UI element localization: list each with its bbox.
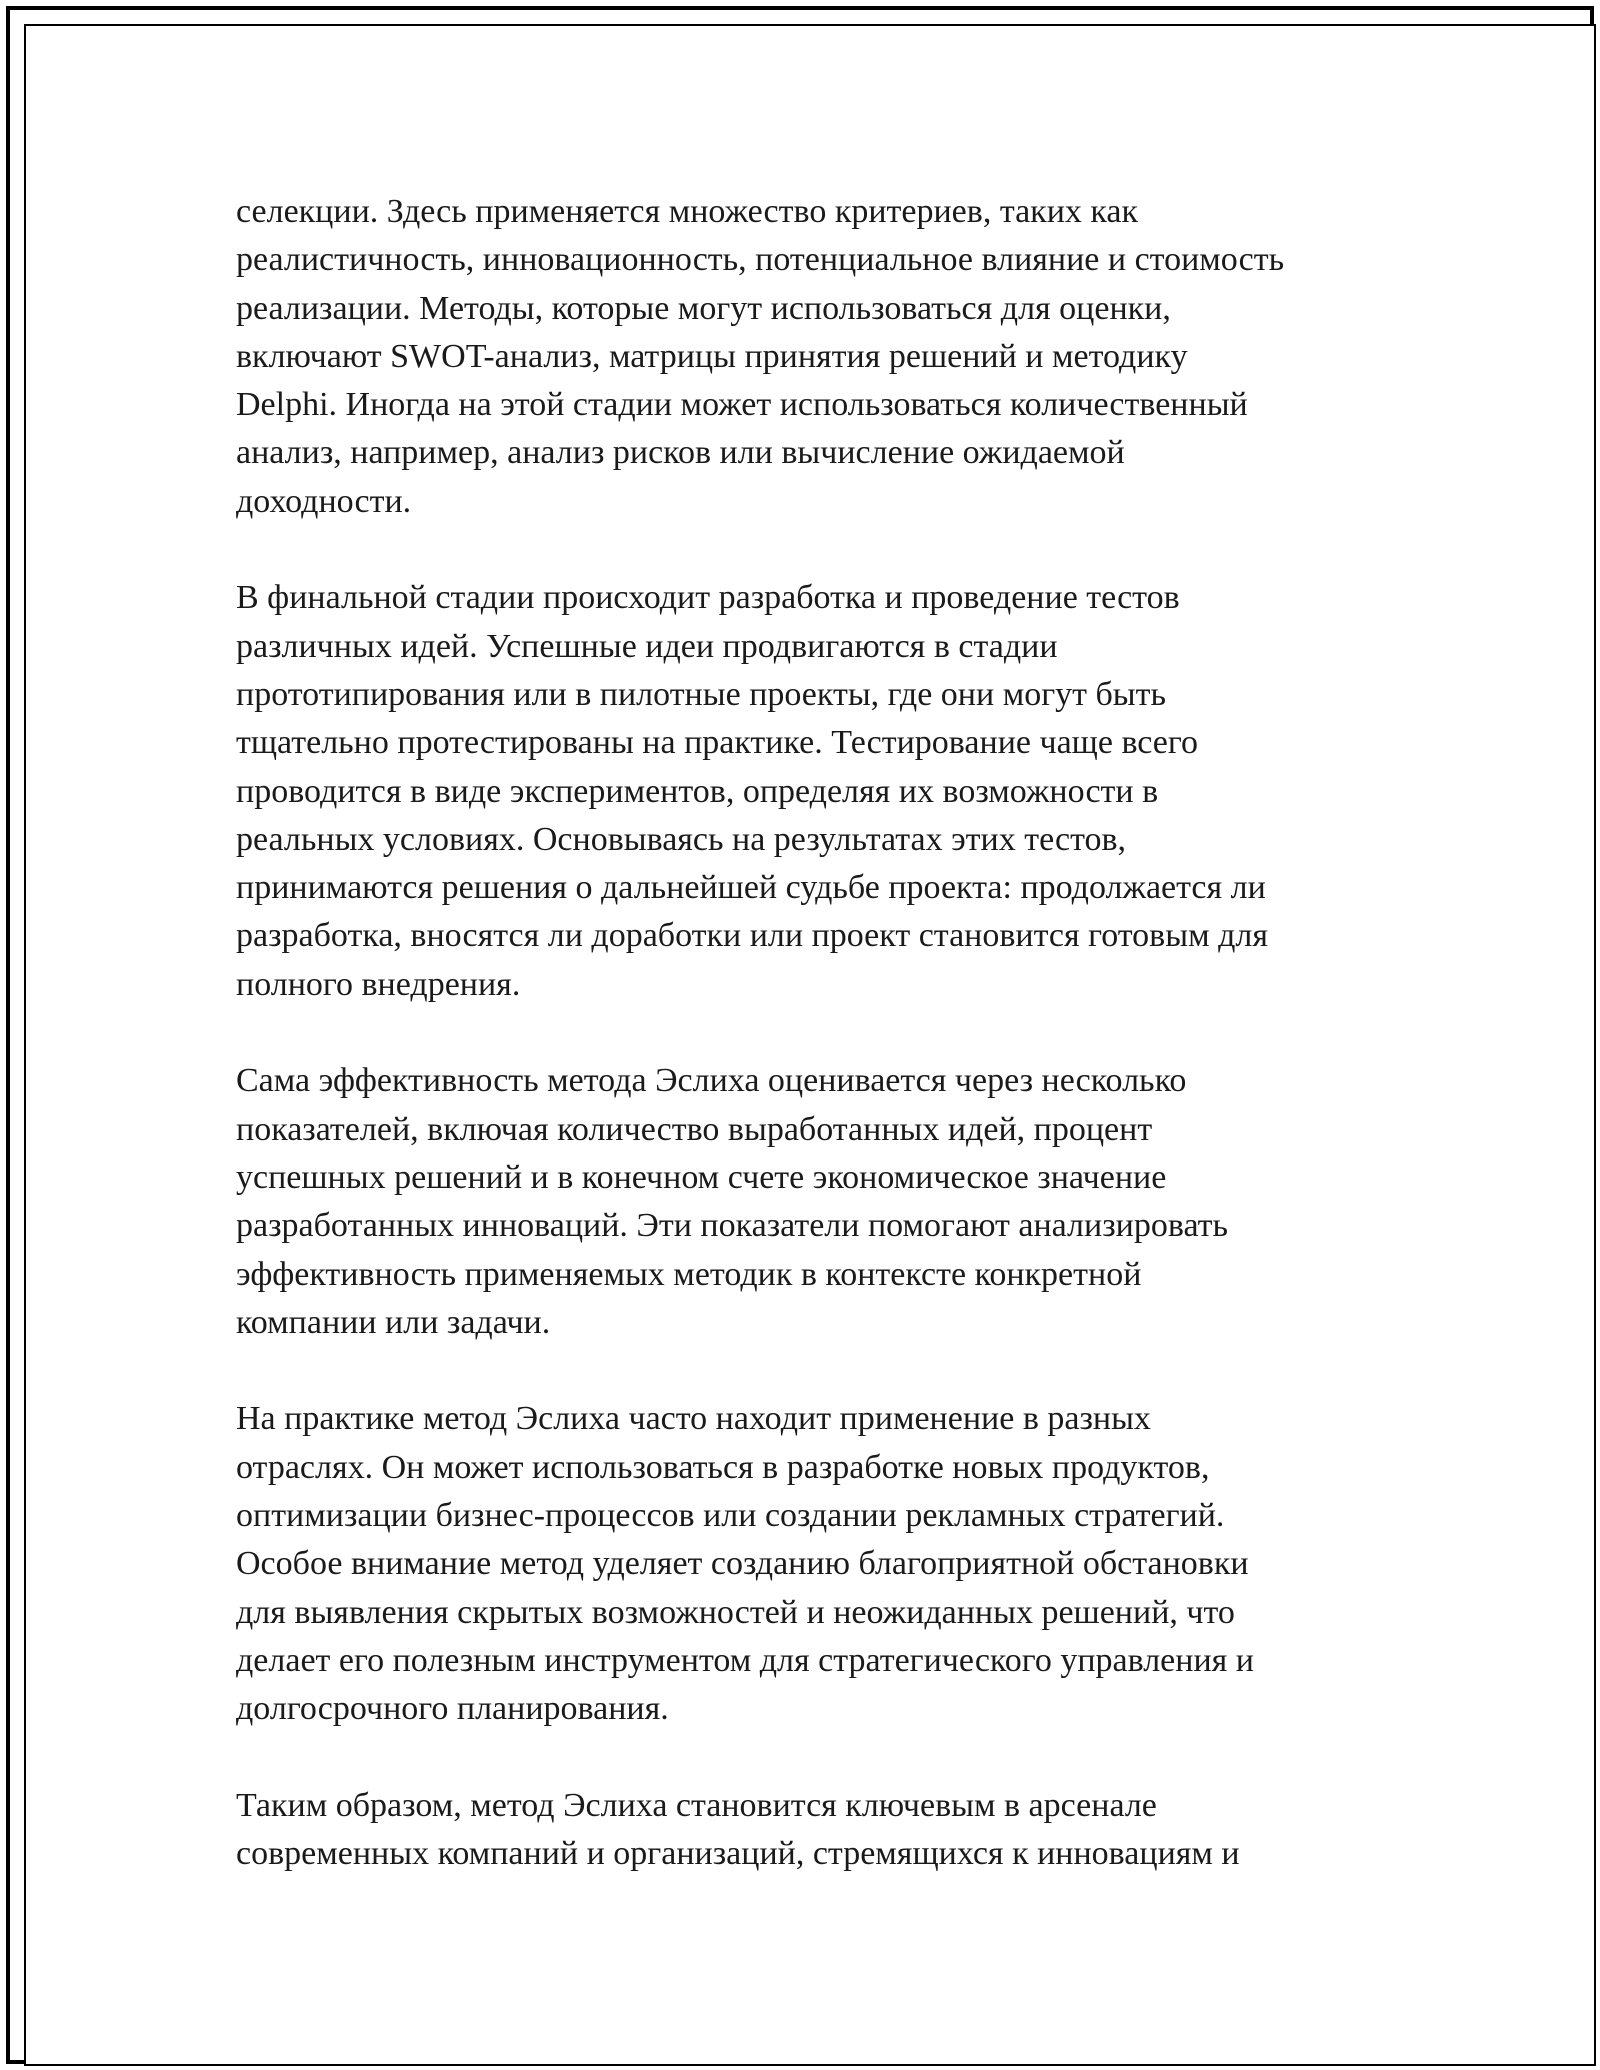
text-line: Сама эффективность метода Эслиха оценивается через несколько [236,1062,1187,1100]
text-line: эффективность применяемых методик в контексте конкретной [236,1255,1142,1293]
text-line: разработка, вносятся ли доработки или проект становится готовым для [236,917,1268,955]
text-line: разработанных инноваций. Эти показатели помогают анализировать [236,1207,1229,1245]
text-line: селекции. Здесь применяется множество критериев, таких как [236,193,1139,230]
text-line: полного внедрения. [236,965,521,1003]
text-line: На практике метод Эслиха часто находит применение в разных [236,1400,1151,1438]
text-line: Особое внимание метод уделяет созданию благоприятной обстановки [236,1545,1249,1583]
text-line: долгосрочного планирования. [236,1690,669,1728]
text-line: реальных условиях. Основываясь на результатах этих тестов, [236,820,1127,858]
text-line: современных компаний и организаций, стремящихся к инновациям и [236,1835,1240,1873]
document-body [236,188,1386,1927]
text-line: различных идей. Успешные идеи продвигаются в стадии [236,627,1058,665]
text-line: анализ, например, анализ рисков или вычисление ожидаемой [236,434,1125,472]
text-line: проводится в виде экспериментов, определяя их возможности в [236,772,1159,810]
paragraph-final-stage [236,574,1386,1009]
text-line: тщательно протестированы на практике. Тестирование чаще всего [236,724,1198,762]
text-line: показателей, включая количество выработанных идей, процент [236,1110,1153,1148]
text-line: оптимизации бизнес-процессов или создании рекламных стратегий. [236,1497,1225,1535]
text-line: включают SWOT-анализ, матрицы принятия решений и методику [236,337,1188,375]
text-line: делает его полезным инструментом для стратегического управления и [236,1641,1254,1679]
text-line: прототипирования или в пилотные проекты, где они могут быть [236,675,1167,713]
paragraph-effectiveness [236,1057,1386,1347]
paragraph-practice [236,1395,1386,1733]
text-line: реализации. Методы, которые могут использоваться для оценки, [236,289,1171,327]
text-line: доходности. [236,482,412,520]
text-line: Delphi. Иногда на этой стадии может использоваться количественный [236,386,1248,424]
paragraph-selection-criteria [236,188,1386,526]
text-line: отраслях. Он может использоваться в разработке новых продуктов, [236,1448,1210,1486]
text-line: для выявления скрытых возможностей и неожиданных решений, что [236,1593,1235,1631]
text-line: Таким образом, метод Эслиха становится ключевым в арсенале [236,1786,1157,1824]
text-line: принимаются решения о дальнейшей судьбе проекта: продолжается ли [236,869,1266,907]
text-line: компании или задачи. [236,1303,551,1341]
paragraph-conclusion [236,1782,1386,1879]
text-line: В финальной стадии происходит разработка и проведение тестов [236,579,1180,617]
text-line: успешных решений и в конечном счете экономическое значение [236,1158,1167,1196]
text-line: реалистичность, инновационность, потенциальное влияние и стоимость [236,241,1285,279]
